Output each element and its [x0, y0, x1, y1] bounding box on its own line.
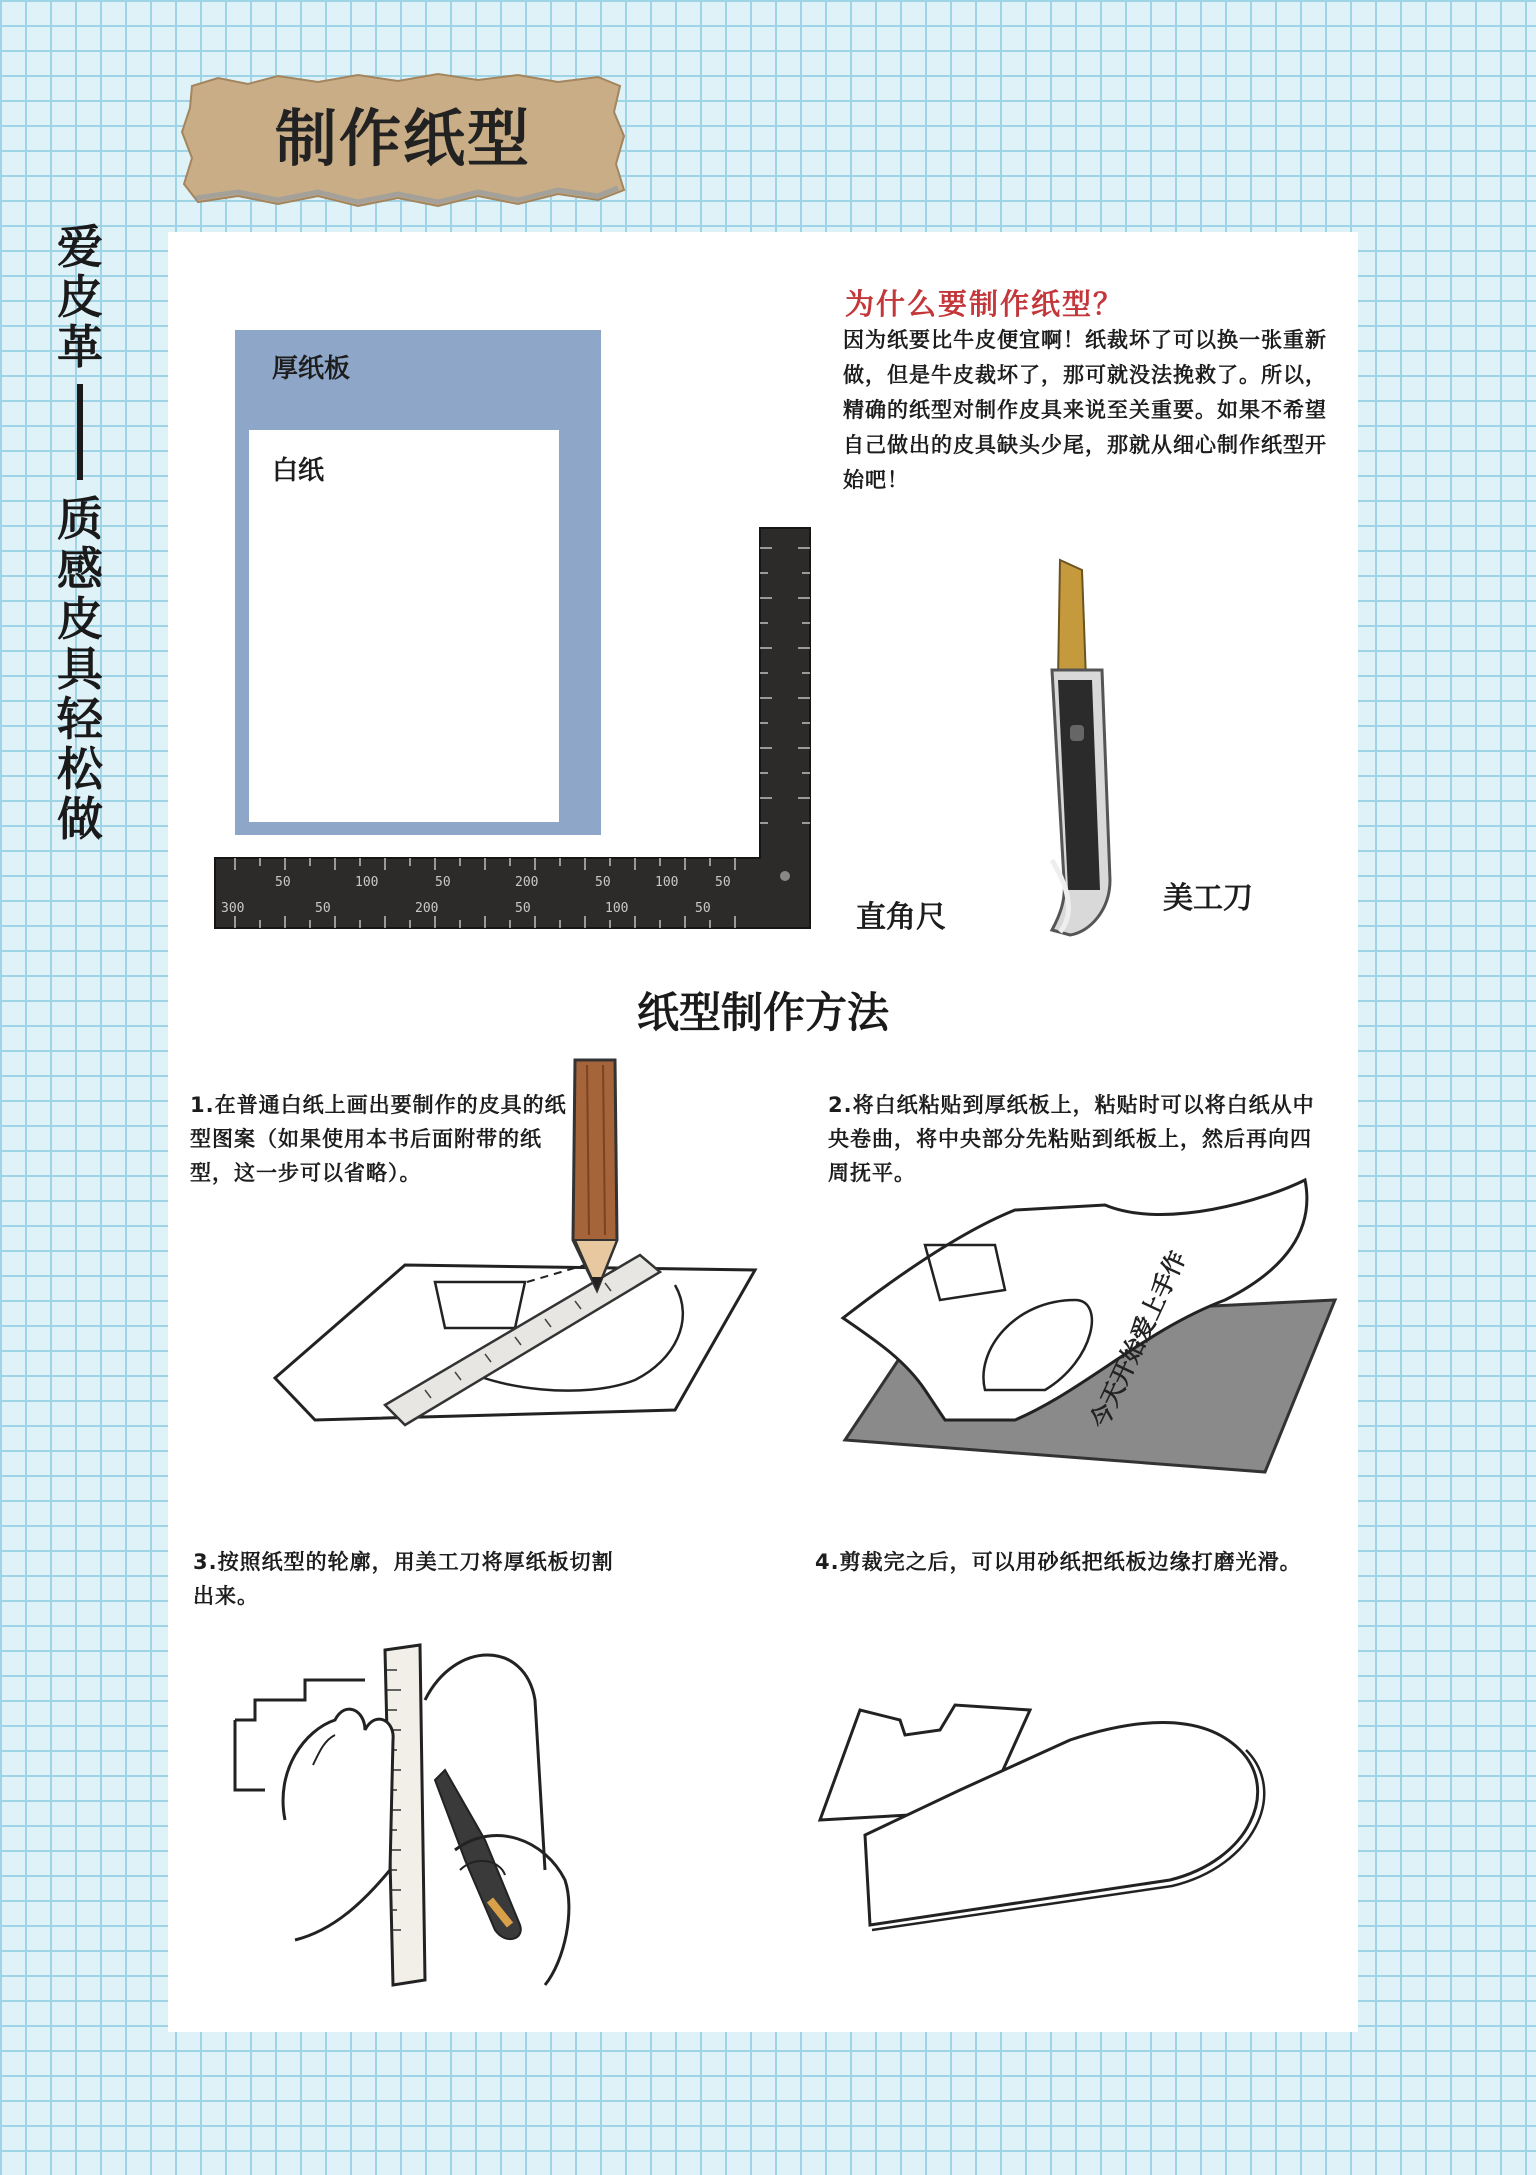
ruler-mark: 50 [435, 875, 451, 890]
ruler-mark: 300 [221, 901, 245, 916]
ruler-mark: 50 [315, 901, 331, 916]
ruler-mark: 50 [695, 901, 711, 916]
ruler-mark: 50 [715, 875, 731, 890]
side-title-char: 感 [57, 542, 103, 596]
ruler-mark: 50 [275, 875, 291, 890]
side-title-char: 革 [57, 320, 103, 374]
side-title-char: 皮 [57, 270, 103, 324]
white-paper-label: 白纸 [272, 456, 325, 486]
cardboard-label: 厚纸板 [272, 354, 351, 384]
why-body-text: 因为纸要比牛皮便宜啊！纸裁坏了可以换一张重新做，但是牛皮裁坏了，那可就没法挽救了。所以，精确的纸型对制作皮具来说至关重要。如果不希望自己做出的皮具缺头少尾，那就从细心制作纸型开始吧！ [843, 328, 1327, 492]
side-title-char: 具 [57, 642, 103, 696]
side-title-char: 皮 [57, 592, 103, 646]
square-ruler-label: 直角尺 [856, 900, 946, 935]
ruler-mark: 100 [605, 901, 629, 916]
why-heading: 为什么要制作纸型？ [845, 287, 1125, 321]
ruler-mark: 100 [655, 875, 679, 890]
ruler-mark: 200 [415, 901, 439, 916]
method-heading: 纸型制作方法 [636, 988, 889, 1037]
ruler-mark: 50 [515, 901, 531, 916]
side-title-char: 做 [57, 792, 103, 846]
ruler-mark: 100 [355, 875, 379, 890]
side-title [52, 222, 108, 844]
side-title-char: 质 [57, 492, 103, 546]
side-title-char: 爱 [57, 220, 103, 274]
step-2-illustration [845, 1190, 1345, 1480]
board-print-text: 今天开始爱上手作 [1085, 1246, 1192, 1433]
step-4-text: 4.剪裁完之后，可以用砂纸把纸板边缘打磨光滑。 [815, 1550, 1302, 1574]
square-ruler-icon [215, 528, 815, 928]
step-1-text: 1.在普通白纸上画出要制作的皮具的纸型图案（如果使用本书后面附带的纸型，这一步可以省略）。 [190, 1093, 567, 1185]
step-3-text: 3.按照纸型的轮廓，用美工刀将厚纸板切割出来。 [193, 1550, 614, 1608]
ruler-mark: 200 [515, 875, 539, 890]
step-3-illustration [225, 1640, 605, 1990]
page-title: 制作纸型 [274, 102, 531, 175]
step-2-text: 2.将白纸粘贴到厚纸板上，粘贴时可以将白纸从中央卷曲，将中央部分先粘贴到纸板上，然后再向四周抚平。 [828, 1093, 1315, 1185]
ruler-mark: 50 [595, 875, 611, 890]
step-4-illustration [810, 1680, 1290, 1940]
side-title-char: 轻 [57, 692, 103, 746]
utility-knife-label: 美工刀 [1163, 881, 1253, 916]
step-1-illustration [255, 1060, 755, 1430]
utility-knife-icon [1030, 560, 1150, 940]
side-title-divider [77, 384, 83, 480]
side-title-char: 松 [57, 742, 103, 796]
